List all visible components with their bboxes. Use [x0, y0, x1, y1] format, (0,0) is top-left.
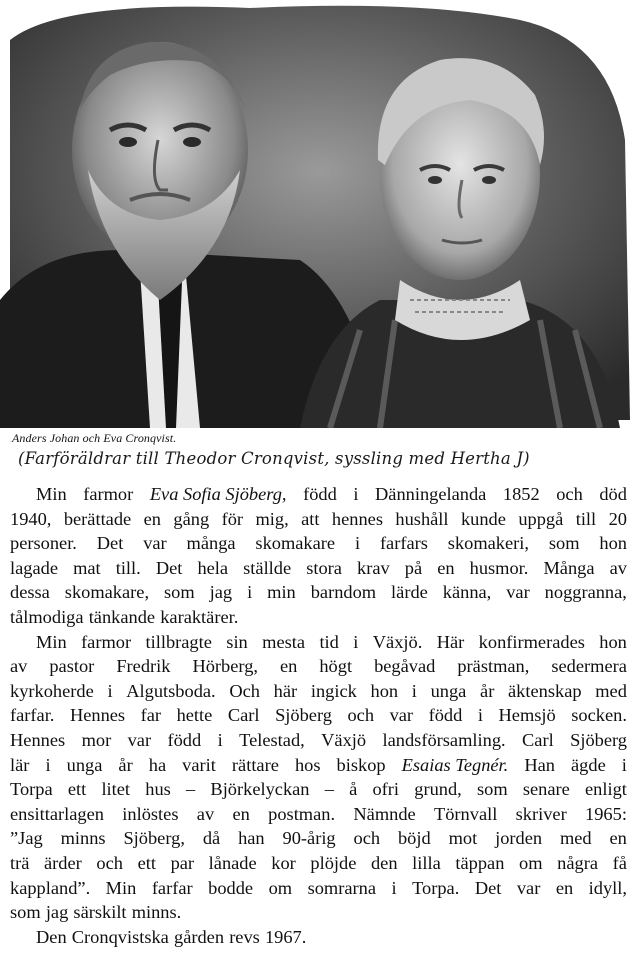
text-line — [10, 703, 627, 728]
word: i — [354, 533, 361, 554]
word: som — [548, 533, 580, 554]
word: lärde — [391, 582, 428, 603]
text-line — [10, 630, 627, 655]
word: år — [480, 680, 495, 701]
word: kyrkoherde — [10, 680, 94, 701]
word: hon — [599, 631, 627, 652]
word: skomakare, — [64, 582, 150, 603]
word: till. — [115, 557, 141, 578]
word: mig, — [255, 508, 289, 529]
word: ett — [137, 852, 156, 873]
word: i — [247, 582, 253, 603]
word: av — [10, 656, 28, 677]
word: prästman, — [457, 656, 530, 677]
word: Sjöberg — [275, 705, 332, 726]
word: berättade — [63, 508, 132, 529]
word: postman. — [268, 803, 336, 824]
word: Torpa — [10, 779, 53, 800]
word: litet — [101, 779, 131, 800]
text-line — [10, 802, 627, 827]
text-line — [10, 580, 627, 605]
word: farfar — [151, 877, 193, 898]
word: i — [217, 729, 223, 750]
word: ensittarlagen — [10, 803, 104, 824]
word: tålmodiga — [10, 606, 84, 627]
word: 90-årig — [282, 828, 336, 849]
word: mat — [73, 557, 101, 578]
word: och — [96, 852, 123, 873]
word: begåvad — [374, 656, 436, 677]
word: den — [370, 852, 398, 873]
word: noggranna, — [544, 582, 627, 603]
word: par — [170, 852, 195, 873]
word: farfar. — [10, 705, 55, 726]
word: på — [404, 557, 423, 578]
word: högt — [319, 656, 353, 677]
word: Hörberg, — [192, 656, 258, 677]
word: tänkande — [88, 606, 156, 627]
word: i — [477, 705, 483, 726]
word: om — [519, 852, 543, 873]
word: att — [301, 508, 320, 529]
word: av — [609, 557, 627, 578]
word: i — [107, 680, 113, 701]
word: inlöstes — [122, 803, 179, 824]
word: känna, — [442, 582, 492, 603]
word: Växjö — [321, 729, 367, 750]
word: sedermera — [551, 656, 627, 677]
word: varit — [182, 754, 216, 775]
word: böjd — [397, 828, 431, 849]
word: Det — [96, 533, 124, 554]
word: gården — [174, 926, 225, 947]
word: barndom — [310, 582, 377, 603]
word: grund, — [414, 779, 462, 800]
word: hon — [370, 680, 399, 701]
word: jag — [209, 582, 233, 603]
text-line — [10, 826, 627, 851]
word: Törnvall — [434, 803, 498, 824]
word: och — [556, 484, 583, 504]
word: en — [143, 508, 161, 529]
word: Här — [436, 631, 465, 652]
text-line — [10, 482, 627, 507]
word: Carl — [522, 729, 554, 750]
word: farmor — [83, 484, 134, 504]
word: Hennes — [69, 705, 126, 726]
word: Det — [155, 557, 183, 578]
word: år — [118, 754, 133, 775]
word: Telestad, — [239, 729, 305, 750]
word: konfirmerades — [478, 631, 585, 652]
word: unga — [430, 680, 467, 701]
word: uppgå — [518, 508, 564, 529]
word: född — [167, 729, 202, 750]
word: revs — [229, 926, 260, 947]
word: till — [575, 508, 597, 529]
word: hette — [176, 705, 213, 726]
portrait-photo — [0, 0, 640, 428]
text-line — [10, 556, 627, 581]
word: Björkelyckan — [210, 779, 310, 800]
word: täppan — [455, 852, 505, 873]
word: 1965: — [585, 803, 627, 824]
word: med — [559, 828, 592, 849]
word: Växjö. — [372, 631, 423, 652]
word: många — [186, 533, 236, 554]
word: å — [349, 779, 358, 800]
text-line — [10, 654, 627, 679]
word: tid — [319, 631, 339, 652]
word: skomakare — [255, 533, 336, 554]
word: född — [303, 484, 337, 504]
word: lagade — [10, 557, 58, 578]
word: i — [621, 754, 627, 775]
word: lilla — [412, 852, 441, 873]
word: Carl — [227, 705, 260, 726]
word: Cronqvistska — [71, 926, 169, 947]
word: hennes — [331, 508, 383, 529]
word: Eva Sofia Sjöberg, — [149, 484, 287, 504]
word: jag — [45, 902, 69, 923]
word: skomakeri, — [447, 533, 529, 554]
word: ställde — [243, 557, 292, 578]
word: Dänningelanda — [375, 484, 487, 504]
word: plöjde — [310, 852, 357, 873]
word: kunde — [460, 508, 506, 529]
word: om — [268, 877, 293, 898]
word: några — [557, 852, 598, 873]
word: kor — [271, 852, 296, 873]
word: rättare — [231, 754, 279, 775]
text-line — [10, 531, 627, 556]
word: var — [389, 705, 414, 726]
word: stora — [306, 557, 342, 578]
word: hus — [145, 779, 171, 800]
text-line — [10, 605, 627, 630]
word: som — [476, 779, 508, 800]
word: en — [280, 656, 298, 677]
word: här — [273, 680, 298, 701]
word: hos — [294, 754, 321, 775]
word: hushåll — [395, 508, 449, 529]
word: få — [612, 852, 627, 873]
word: Och — [229, 680, 260, 701]
word: ägde — [571, 754, 606, 775]
word: mot — [448, 828, 478, 849]
text-line — [10, 851, 627, 876]
text-line — [10, 900, 627, 925]
word: Min — [36, 484, 67, 504]
word: med — [595, 680, 627, 701]
word: en — [555, 877, 574, 898]
word: kappland”. — [10, 877, 91, 898]
word: – — [186, 779, 196, 800]
word: Algutsboda. — [126, 680, 216, 701]
word: farmor — [81, 631, 132, 652]
word: var — [127, 729, 152, 750]
word: min — [267, 582, 296, 603]
word: han — [238, 828, 265, 849]
word: – — [324, 779, 334, 800]
word: husmor. — [469, 557, 529, 578]
word: Nämnde — [353, 803, 416, 824]
word: Hennes — [10, 729, 66, 750]
word: lär — [10, 754, 30, 775]
text-line — [10, 925, 627, 950]
word: landsförsamling. — [382, 729, 506, 750]
word: och — [347, 705, 375, 726]
word: tillbragte — [145, 631, 212, 652]
word: var — [506, 582, 530, 603]
word: särskilt — [73, 902, 127, 923]
body-text — [10, 482, 627, 949]
word: minns — [60, 828, 106, 849]
text-line — [10, 507, 627, 532]
word: unga — [66, 754, 103, 775]
word: socken. — [571, 705, 627, 726]
word: ett — [67, 779, 87, 800]
word: ofri — [372, 779, 400, 800]
word: gång — [173, 508, 210, 529]
word: personer. — [10, 533, 77, 554]
word: minns. — [131, 902, 182, 923]
word: då — [202, 828, 221, 849]
text-line — [10, 679, 627, 704]
word: sin — [226, 631, 248, 652]
word: hela — [197, 557, 229, 578]
word: 1852 — [502, 484, 540, 504]
word: ingick — [310, 680, 357, 701]
word: senare — [522, 779, 570, 800]
word: Min — [36, 631, 67, 652]
word: Han — [524, 754, 555, 775]
word: var — [516, 877, 541, 898]
word: Sjöberg — [570, 729, 627, 750]
word: av — [196, 803, 215, 824]
word: i — [353, 484, 359, 504]
word: bodde — [208, 877, 254, 898]
handwritten-note: (Farföräldrar till Theodor Cronqvist, syssling med Hertha J) — [18, 449, 530, 468]
word: Hemsjö — [498, 705, 556, 726]
word: ”Jag — [10, 828, 43, 849]
word: född — [428, 705, 463, 726]
word: Fredrik — [116, 656, 171, 677]
text-line — [10, 728, 627, 753]
text-line — [10, 777, 627, 802]
word: somrarna — [307, 877, 376, 898]
word: Den — [36, 926, 67, 947]
word: 1940, — [10, 508, 52, 529]
word: i — [411, 680, 417, 701]
text-line — [10, 753, 627, 778]
word: som — [164, 582, 195, 603]
word: Sjöberg, — [123, 828, 185, 849]
word: i — [45, 754, 51, 775]
word: Många — [543, 557, 595, 578]
word: 20 — [608, 508, 627, 529]
word: pastor — [49, 656, 95, 677]
word: karaktärer. — [160, 606, 239, 627]
word: och — [353, 828, 381, 849]
word: krav — [357, 557, 390, 578]
word: hon — [599, 533, 627, 554]
word: Torpa. — [412, 877, 460, 898]
word: farfars — [379, 533, 428, 554]
word: en — [609, 828, 627, 849]
word: mesta — [262, 631, 306, 652]
word: 1967. — [264, 926, 307, 947]
word: var — [143, 533, 167, 554]
word: en — [437, 557, 455, 578]
word: far — [140, 705, 162, 726]
word: idyll, — [588, 877, 627, 898]
word: dessa — [10, 582, 50, 603]
text-line — [10, 876, 627, 901]
word: äktenskap — [508, 680, 582, 701]
word: lånade — [208, 852, 257, 873]
word: biskop — [336, 754, 386, 775]
word: som — [10, 902, 41, 923]
word: död — [599, 484, 627, 504]
word: ärder — [44, 852, 82, 873]
word: ha — [148, 754, 167, 775]
word: Det — [474, 877, 502, 898]
word: i — [353, 631, 359, 652]
word: Esaias Tegnér. — [401, 754, 509, 775]
word: skriver — [515, 803, 567, 824]
word: enligt — [585, 779, 627, 800]
word: för — [221, 508, 244, 529]
portrait-illustration — [0, 0, 640, 428]
photo-caption: Anders Johan och Eva Cronqvist. — [12, 431, 177, 445]
word: en — [232, 803, 250, 824]
word: Min — [105, 877, 137, 898]
word: mor — [81, 729, 112, 750]
word: i — [391, 877, 397, 898]
word: trä — [10, 852, 30, 873]
word: jorden — [495, 828, 543, 849]
